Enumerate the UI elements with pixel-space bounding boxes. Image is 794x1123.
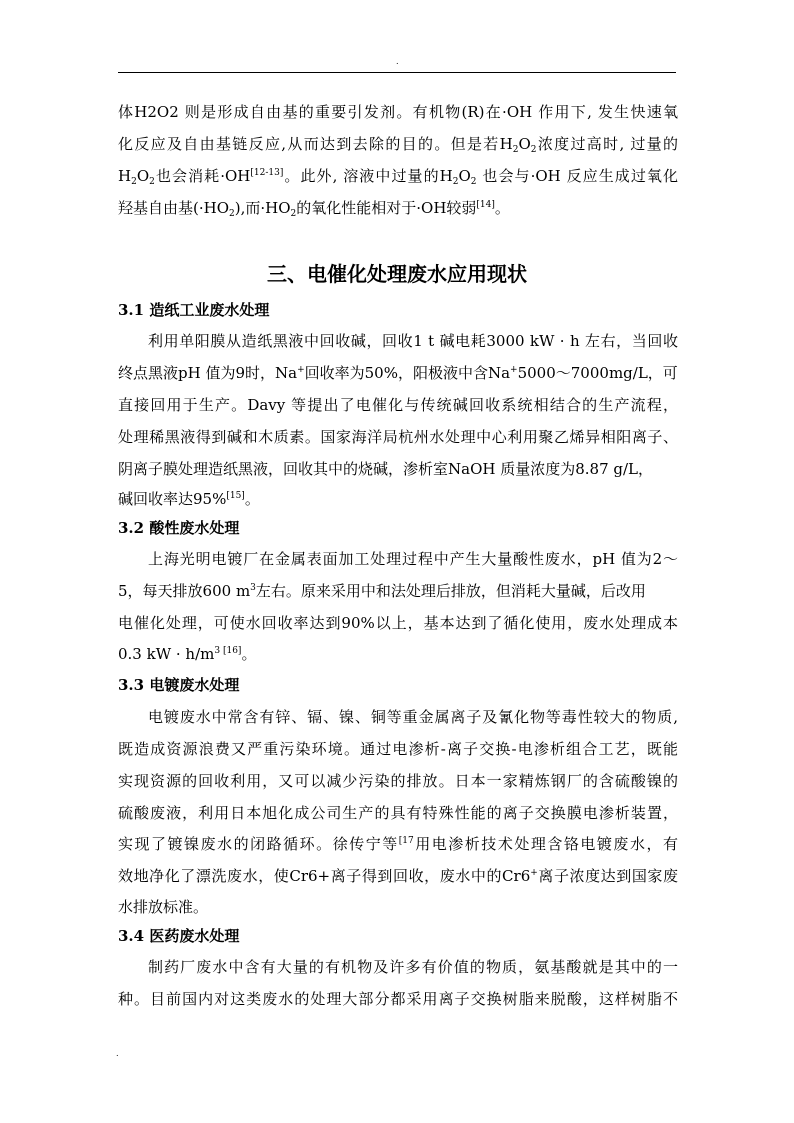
s33-line-2: 既造成资源浪费又严重污染环境。通过电渗析-离子交换-电渗析组合工艺，既能 bbox=[118, 740, 678, 758]
s33-line-4: 硫酸废液，利用日本旭化成公司生产的具有特殊性能的离子交换膜电渗析装置， bbox=[118, 804, 678, 822]
s31-line-6: 碱回收率达95%[15]。 bbox=[118, 490, 260, 508]
s33-line-3: 实现资源的回收利用，又可以减少污染的排放。日本一家精炼钢厂的含硫酸镍的 bbox=[118, 772, 678, 790]
heading-3-1: 3.1 造纸工业废水处理 bbox=[118, 301, 270, 319]
s33-line-7: 水排放标准。 bbox=[118, 898, 209, 916]
s33-line-5: 实现了镀镍废水的闭路循环。徐传宁等$^{[17}$用电渗析技术处理含铬电镀废水，有 bbox=[118, 835, 678, 853]
intro-line-2: 化反应及自由基链反应,从而达到去除的目的。但是若$H_2O_2$浓度过高时, 过量的 bbox=[118, 135, 678, 155]
s34-line-1: 制药厂废水中含有大量的有机物及许多有价值的物质，氨基酸就是其中的一 bbox=[148, 958, 678, 976]
footer-mark: . bbox=[116, 1049, 119, 1058]
s33-line-6: 效地净化了漂洗废水，使Cr6+离子得到回收，废水中的Cr6+离子浓度达到国家废 bbox=[118, 867, 678, 885]
heading-3-4: 3.4 医药废水处理 bbox=[118, 927, 240, 945]
s31-line-2: 终点黑液pH 值为9时，Na+回收率为50%，阳极液中含Na+5000～7000mg/L，可 bbox=[118, 364, 678, 382]
intro-line-1: 体H2O2 则是形成自由基的重要引发剂。有机物(R)在·OH 作用下, 发生快速氧 bbox=[118, 103, 678, 121]
s31-line-1: 利用单阳膜从造纸黑液中回收碱，回收1 t 碱电耗3000 kW · h 左右，当回收 bbox=[148, 332, 678, 350]
s34-line-2: 种。目前国内对这类废水的处理大部分都采用离子交换树脂来脱酸，这样树脂不 bbox=[118, 990, 678, 1008]
s32-line-4: 0.3 kW · $h/m^{3 [16]}$。 bbox=[118, 645, 257, 663]
header-mark: . bbox=[396, 57, 399, 66]
s31-line-4: 处理稀黑液得到碱和木质素。国家海洋局杭州水处理中心利用聚乙烯异相阳离子、 bbox=[118, 428, 678, 446]
section-title: 三、电催化处理废水应用现状 bbox=[267, 262, 527, 286]
s33-line-1: 电镀废水中常含有锌、镉、镍、铜等重金属离子及氰化物等毒性较大的物质, bbox=[148, 708, 678, 726]
s32-line-1: 上海光明电镀厂在金属表面加工处理过程中产生大量酸性废水，pH 值为2～ bbox=[148, 550, 678, 568]
intro-line-4: 羟基自由基$(\cdot HO_2)$,而$\cdot HO_2$的氧化性能相对于·OH较弱[14]。 bbox=[118, 199, 510, 219]
heading-3-2: 3.2 酸性废水处理 bbox=[118, 519, 240, 537]
s32-line-2: 5，每天排放600 $m^3$左右。原来采用中和法处理后排放，但消耗大量碱，后改用 bbox=[118, 582, 646, 600]
intro-line-3: $H_2O_2$也会消耗·OH[12-13]。此外, 溶液中过量的$H_2O_2$ 也会与·OH 反应生成过氧化 bbox=[118, 167, 678, 187]
s31-line-5: 阴离子膜处理造纸黑液，回收其中的烧碱，渗析室NaOH 质量浓度为8.87 g/L， bbox=[118, 460, 654, 478]
s31-line-3: 直接回用于生产。Davy 等提出了电催化与传统碱回收系统相结合的生产流程， bbox=[118, 396, 678, 414]
heading-3-3: 3.3 电镀废水处理 bbox=[118, 676, 240, 694]
header-rule bbox=[118, 72, 676, 73]
s32-line-3: 电催化处理，可使水回收率达到90%以上，基本达到了循化使用，废水处理成本 bbox=[118, 614, 678, 632]
